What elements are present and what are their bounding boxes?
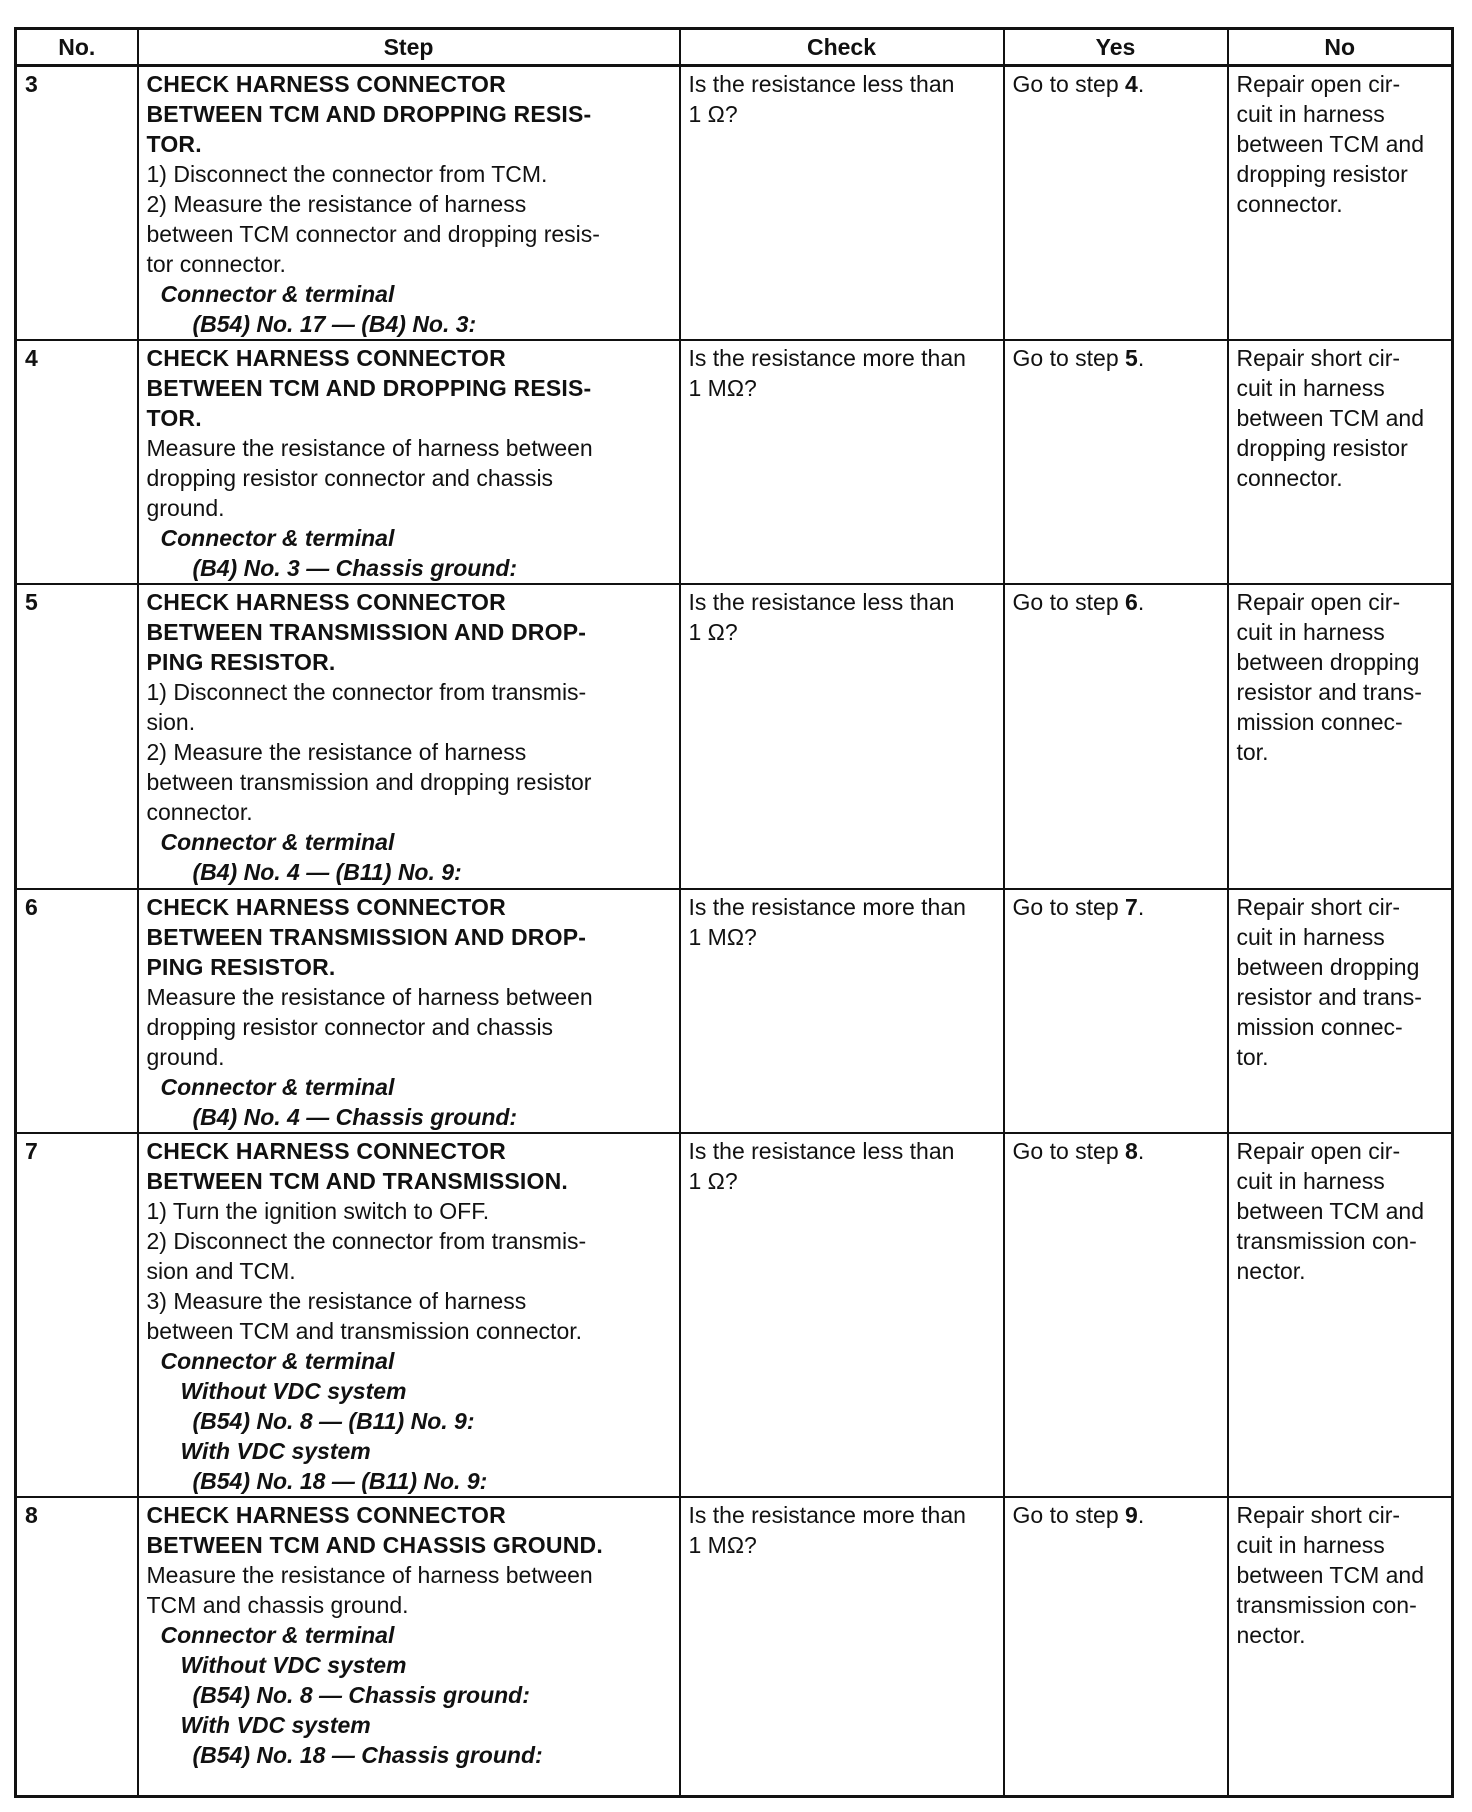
yes-cell (1004, 1133, 1228, 1497)
step-instructions: Measure the resistance of harness between dropping resistor connector and chassis ground. (146, 984, 593, 1070)
step-title: CHECK HARNESS CONNECTOR BETWEEN TCM AND TRANSMISSION. (146, 1138, 568, 1194)
step-cell (138, 66, 680, 341)
system-variant: Without VDC system (180, 1652, 407, 1678)
yes-suffix: . (1137, 345, 1145, 371)
yes-text: Go to step (1012, 345, 1126, 371)
yes-step-link: 8 (1125, 1138, 1138, 1164)
check-question: Is the resistance more than 1 MΩ? (680, 1497, 1004, 1797)
connector-label: Connector & terminal (160, 1622, 395, 1648)
yes-suffix: . (1137, 71, 1145, 97)
check-question: Is the resistance more than 1 MΩ? (680, 889, 1004, 1133)
header-yes: Yes (1004, 29, 1228, 66)
check-question: Is the resistance less than 1 Ω? (680, 66, 1004, 341)
table-row (16, 889, 1453, 1133)
table-row (16, 340, 1453, 584)
yes-text: Go to step (1012, 71, 1126, 97)
yes-cell (1004, 584, 1228, 889)
step-instructions: 1) Disconnect the connector from transmis- sion. 2) Measure the resistance of harness between transmission and dropping resistor connector. (146, 679, 592, 825)
connector-label: Connector & terminal (160, 1348, 395, 1374)
table-row (16, 584, 1453, 889)
yes-cell (1004, 340, 1228, 584)
yes-suffix: . (1137, 589, 1145, 615)
step-title: CHECK HARNESS CONNECTOR BETWEEN TCM AND CHASSIS GROUND. (146, 1502, 603, 1558)
system-variant: With VDC system (180, 1438, 371, 1464)
no-action: Repair short cir- cuit in harness between TCM and dropping resistor connector. (1228, 340, 1453, 584)
yes-suffix: . (1137, 1138, 1145, 1164)
yes-suffix: . (1137, 894, 1145, 920)
terminal-spec: (B4) No. 4 — Chassis ground: (192, 1104, 518, 1130)
table-row (16, 66, 1453, 341)
step-number: 5 (16, 584, 138, 889)
step-instructions: 1) Turn the ignition switch to OFF. 2) Disconnect the connector from transmis- sion and TCM. 3) Measure the resistance of harness between TCM and transmission connector. (146, 1198, 587, 1344)
header-row (16, 29, 1453, 66)
step-cell (138, 340, 680, 584)
header-no: No. (16, 29, 138, 66)
table-row (16, 1497, 1453, 1797)
terminal-spec: (B54) No. 18 — (B11) No. 9: (192, 1468, 488, 1494)
yes-cell (1004, 1497, 1228, 1797)
step-instructions: Measure the resistance of harness between dropping resistor connector and chassis ground. (146, 435, 593, 521)
step-number: 6 (16, 889, 138, 1133)
step-title: CHECK HARNESS CONNECTOR BETWEEN TCM AND DROPPING RESIS- TOR. (146, 71, 592, 157)
no-action: Repair short cir- cuit in harness between TCM and transmission con- nector. (1228, 1497, 1453, 1797)
step-cell (138, 1497, 680, 1797)
step-number: 7 (16, 1133, 138, 1497)
yes-step-link: 5 (1125, 345, 1138, 371)
terminal-spec: (B4) No. 4 — (B11) No. 9: (192, 859, 462, 885)
step-cell (138, 1133, 680, 1497)
step-title: CHECK HARNESS CONNECTOR BETWEEN TRANSMISSION AND DROP- PING RESISTOR. (146, 589, 587, 675)
connector-label: Connector & terminal (160, 1074, 395, 1100)
yes-cell (1004, 889, 1228, 1133)
no-action: Repair open cir- cuit in harness between TCM and transmission con- nector. (1228, 1133, 1453, 1497)
step-title: CHECK HARNESS CONNECTOR BETWEEN TRANSMISSION AND DROP- PING RESISTOR. (146, 894, 587, 980)
step-instructions: Measure the resistance of harness between TCM and chassis ground. (146, 1562, 593, 1618)
terminal-spec: (B4) No. 3 — Chassis ground: (192, 555, 518, 581)
terminal-spec: (B54) No. 17 — (B4) No. 3: (192, 311, 477, 337)
diagnostic-table (14, 27, 1454, 1798)
step-instructions: 1) Disconnect the connector from TCM. 2) Measure the resistance of harness between TCM connector and dropping resis- tor connector. (146, 161, 600, 277)
table-row (16, 1133, 1453, 1497)
no-action: Repair open cir- cuit in harness between dropping resistor and trans- mission connec- tor. (1228, 584, 1453, 889)
step-number: 3 (16, 66, 138, 341)
step-cell (138, 889, 680, 1133)
check-question: Is the resistance less than 1 Ω? (680, 1133, 1004, 1497)
step-number: 4 (16, 340, 138, 584)
yes-text: Go to step (1012, 1138, 1126, 1164)
connector-label: Connector & terminal (160, 281, 395, 307)
no-action: Repair open cir- cuit in harness between TCM and dropping resistor connector. (1228, 66, 1453, 341)
step-number: 8 (16, 1497, 138, 1797)
yes-cell (1004, 66, 1228, 341)
terminal-spec: (B54) No. 8 — Chassis ground: (192, 1682, 530, 1708)
connector-label: Connector & terminal (160, 829, 395, 855)
yes-text: Go to step (1012, 1502, 1126, 1528)
header-no-action: No (1228, 29, 1453, 66)
check-question: Is the resistance more than 1 MΩ? (680, 340, 1004, 584)
terminal-spec: (B54) No. 8 — (B11) No. 9: (192, 1408, 475, 1434)
check-question: Is the resistance less than 1 Ω? (680, 584, 1004, 889)
system-variant: With VDC system (180, 1712, 371, 1738)
yes-suffix: . (1137, 1502, 1145, 1528)
no-action: Repair short cir- cuit in harness between dropping resistor and trans- mission connec- tor. (1228, 889, 1453, 1133)
yes-text: Go to step (1012, 894, 1126, 920)
yes-step-link: 9 (1125, 1502, 1138, 1528)
step-title: CHECK HARNESS CONNECTOR BETWEEN TCM AND DROPPING RESIS- TOR. (146, 345, 592, 431)
header-step: Step (138, 29, 680, 66)
connector-label: Connector & terminal (160, 525, 395, 551)
header-check: Check (680, 29, 1004, 66)
yes-text: Go to step (1012, 589, 1126, 615)
system-variant: Without VDC system (180, 1378, 407, 1404)
yes-step-link: 6 (1125, 589, 1138, 615)
yes-step-link: 4 (1125, 71, 1138, 97)
step-cell (138, 584, 680, 889)
terminal-spec: (B54) No. 18 — Chassis ground: (192, 1742, 543, 1768)
yes-step-link: 7 (1125, 894, 1138, 920)
